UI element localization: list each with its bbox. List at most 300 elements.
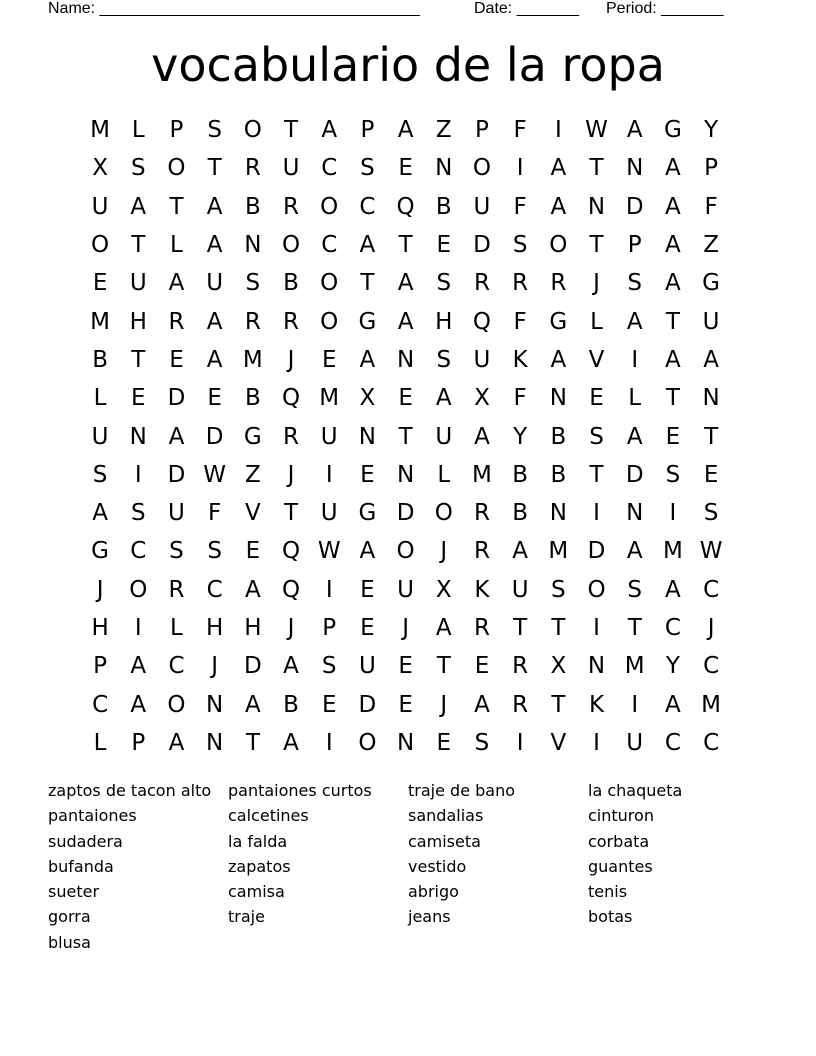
grid-letter[interactable]: A	[206, 193, 223, 220]
grid-letter[interactable]: S	[703, 500, 719, 527]
grid-letter[interactable]: U	[168, 500, 185, 527]
grid-letter[interactable]: A	[168, 729, 185, 756]
grid-letter[interactable]: D	[243, 653, 262, 680]
grid-letter[interactable]: E	[474, 653, 490, 680]
grid-letter[interactable]: U	[282, 155, 300, 182]
grid-letter[interactable]: O	[167, 155, 186, 182]
grid-letter[interactable]: E	[360, 576, 375, 603]
grid-letter[interactable]: J	[287, 615, 295, 641]
grid-letter[interactable]: H	[206, 615, 224, 641]
grid-letter[interactable]: E	[207, 385, 222, 412]
grid-letter[interactable]: N	[587, 193, 606, 220]
grid-letter[interactable]: H	[435, 308, 453, 335]
grid-letter[interactable]: G	[663, 117, 682, 144]
grid-letter[interactable]: T	[398, 423, 413, 450]
grid-letter[interactable]: C	[168, 653, 185, 680]
grid-letter[interactable]: A	[665, 155, 681, 182]
grid-letter[interactable]: A	[626, 117, 643, 144]
grid-letter[interactable]: R	[473, 538, 490, 565]
grid-letter[interactable]: Y	[513, 423, 528, 450]
grid-letter[interactable]: G	[702, 270, 720, 297]
grid-letter[interactable]: T	[436, 653, 451, 680]
grid-letter[interactable]: Q	[281, 576, 301, 603]
grid-letter[interactable]: N	[626, 500, 644, 527]
grid-letter[interactable]: G	[358, 500, 377, 527]
grid-letter[interactable]: B	[435, 193, 452, 220]
grid-letter[interactable]: S	[130, 155, 146, 182]
name-field[interactable]: Name: ____________________________________	[48, 0, 420, 17]
grid-letter[interactable]: W	[699, 538, 723, 565]
grid-letter[interactable]: M	[90, 308, 111, 335]
grid-letter[interactable]: M	[662, 538, 683, 565]
grid-letter[interactable]: S	[436, 270, 452, 297]
grid-letter[interactable]: A	[283, 729, 299, 756]
grid-letter[interactable]: X	[435, 576, 452, 603]
grid-letter[interactable]: E	[321, 691, 337, 718]
grid-letter[interactable]: X	[550, 653, 567, 680]
grid-letter[interactable]: O	[396, 538, 415, 565]
grid-letter[interactable]: A	[665, 232, 681, 259]
grid-letter[interactable]: S	[321, 653, 337, 680]
grid-letter[interactable]: P	[360, 117, 375, 144]
grid-letter[interactable]: C	[130, 538, 147, 565]
grid-letter[interactable]: C	[206, 576, 223, 603]
grid-letter[interactable]: A	[435, 385, 452, 412]
grid-letter[interactable]: D	[587, 538, 606, 565]
grid-letter[interactable]: O	[472, 155, 492, 182]
grid-letter[interactable]: A	[665, 691, 681, 718]
grid-letter[interactable]: I	[325, 461, 333, 488]
grid-letter[interactable]: A	[206, 346, 223, 373]
grid-letter[interactable]: S	[665, 461, 681, 488]
grid-letter[interactable]: O	[167, 691, 186, 718]
grid-letter[interactable]: M	[90, 117, 111, 144]
date-field[interactable]: Date: _______	[474, 0, 579, 17]
grid-letter[interactable]: A	[397, 117, 414, 144]
grid-letter[interactable]: F	[513, 117, 527, 144]
grid-letter[interactable]: C	[703, 576, 720, 603]
grid-letter[interactable]: O	[91, 232, 110, 259]
grid-letter[interactable]: D	[625, 461, 644, 488]
grid-letter[interactable]: L	[437, 461, 451, 488]
grid-letter[interactable]: E	[436, 729, 452, 756]
grid-letter[interactable]: Z	[244, 461, 261, 488]
grid-letter[interactable]: R	[168, 576, 185, 603]
grid-letter[interactable]: E	[398, 155, 413, 182]
grid-letter[interactable]: F	[704, 193, 718, 220]
grid-letter[interactable]: I	[325, 576, 333, 603]
grid-letter[interactable]: P	[475, 117, 489, 144]
grid-letter[interactable]: T	[704, 423, 719, 450]
grid-letter[interactable]: N	[396, 729, 415, 756]
grid-letter[interactable]: M	[624, 653, 645, 680]
word-list-item: cinturon	[588, 806, 654, 826]
grid-letter[interactable]: A	[626, 308, 643, 335]
grid-letter[interactable]: A	[359, 346, 376, 373]
grid-letter[interactable]: E	[703, 461, 719, 488]
grid-letter[interactable]: U	[91, 193, 109, 220]
grid-letter[interactable]: J	[402, 615, 409, 641]
grid-letter[interactable]: C	[703, 729, 720, 756]
grid-letter[interactable]: T	[284, 500, 299, 527]
grid-letter[interactable]: I	[593, 615, 600, 641]
grid-letter[interactable]: N	[396, 346, 415, 373]
grid-letter[interactable]: O	[320, 193, 339, 220]
grid-letter[interactable]: L	[93, 729, 107, 756]
grid-letter[interactable]: U	[91, 423, 109, 450]
grid-letter[interactable]: Z	[435, 117, 452, 144]
grid-letter[interactable]: J	[287, 461, 295, 488]
grid-letter[interactable]: O	[281, 232, 301, 259]
grid-letter[interactable]: A	[244, 691, 261, 718]
period-field[interactable]: Period: _______	[606, 0, 724, 17]
grid-letter[interactable]: R	[283, 193, 300, 220]
grid-letter[interactable]: E	[321, 346, 337, 373]
grid-letter[interactable]: T	[551, 691, 566, 718]
grid-letter[interactable]: O	[549, 232, 568, 259]
grid-letter[interactable]: N	[626, 155, 644, 182]
grid-letter[interactable]: U	[320, 423, 338, 450]
grid-letter[interactable]: I	[669, 500, 677, 527]
grid-letter[interactable]: T	[131, 346, 146, 373]
grid-letter[interactable]: L	[590, 308, 603, 335]
grid-letter[interactable]: Y	[665, 653, 680, 680]
page-title: vocabulario de la ropa	[151, 38, 665, 92]
grid-letter[interactable]: L	[170, 615, 183, 641]
grid-letter[interactable]: S	[130, 500, 146, 527]
grid-letter[interactable]: P	[131, 729, 146, 756]
grid-letter[interactable]: K	[512, 346, 528, 373]
grid-letter[interactable]: J	[440, 538, 448, 565]
grid-letter[interactable]: I	[516, 729, 524, 756]
grid-letter[interactable]: G	[358, 308, 377, 335]
grid-letter[interactable]: A	[321, 117, 338, 144]
grid-letter[interactable]: O	[243, 117, 262, 144]
grid-letter[interactable]: U	[129, 270, 147, 297]
grid-letter[interactable]: S	[245, 270, 261, 297]
grid-letter[interactable]: T	[589, 155, 604, 182]
grid-letter[interactable]: S	[169, 538, 184, 565]
grid-letter[interactable]: Q	[396, 193, 415, 220]
grid-letter[interactable]: B	[92, 346, 108, 373]
grid-letter[interactable]: B	[512, 461, 529, 488]
word-list-item: abrigo	[408, 882, 459, 902]
grid-letter[interactable]: D	[358, 691, 377, 718]
grid-letter[interactable]: C	[321, 155, 338, 182]
grid-letter[interactable]: U	[358, 653, 376, 680]
grid-letter[interactable]: P	[704, 155, 719, 182]
grid-letter[interactable]: W	[317, 538, 341, 565]
grid-letter[interactable]: Q	[281, 538, 301, 565]
grid-letter[interactable]: W	[585, 117, 608, 144]
grid-letter[interactable]: G	[549, 308, 568, 335]
grid-letter[interactable]: A	[665, 270, 681, 297]
grid-letter[interactable]: P	[627, 232, 642, 259]
grid-letter[interactable]: N	[702, 385, 720, 412]
grid-letter[interactable]: E	[398, 385, 413, 412]
letter-grid	[81, 111, 730, 762]
grid-letter[interactable]: F	[513, 308, 527, 335]
grid-letter[interactable]: V	[244, 500, 261, 527]
grid-letter[interactable]: N	[549, 500, 567, 527]
grid-letter[interactable]: B	[244, 193, 261, 220]
grid-letter[interactable]: N	[587, 653, 606, 680]
grid-letter[interactable]: U	[473, 346, 491, 373]
grid-letter[interactable]: T	[665, 308, 680, 335]
grid-letter[interactable]: E	[665, 423, 681, 450]
grid-letter[interactable]: O	[434, 500, 453, 527]
grid-letter[interactable]: A	[168, 423, 185, 450]
grid-letter[interactable]: E	[245, 538, 261, 565]
grid-letter[interactable]: X	[359, 385, 376, 412]
grid-letter[interactable]: P	[169, 117, 184, 144]
grid-letter[interactable]: H	[244, 615, 262, 641]
grid-letter[interactable]: S	[512, 232, 528, 259]
grid-letter[interactable]: S	[474, 729, 490, 756]
grid-letter[interactable]: M	[242, 346, 263, 373]
grid-letter[interactable]: T	[665, 385, 680, 412]
grid-letter[interactable]: L	[170, 232, 183, 259]
grid-letter[interactable]: E	[398, 653, 413, 680]
grid-letter[interactable]: C	[321, 232, 338, 259]
grid-letter[interactable]: A	[512, 538, 529, 565]
grid-letter[interactable]: R	[550, 270, 567, 297]
grid-letter[interactable]: B	[283, 691, 299, 718]
grid-letter[interactable]: D	[396, 500, 415, 527]
grid-letter[interactable]: U	[626, 729, 644, 756]
grid-letter[interactable]: R	[512, 691, 529, 718]
grid-letter[interactable]: C	[664, 615, 681, 641]
grid-letter[interactable]: B	[550, 461, 567, 488]
word-list-item: pantaiones curtos	[228, 781, 372, 800]
grid-letter[interactable]: C	[703, 653, 720, 680]
grid-letter[interactable]: R	[244, 308, 261, 335]
grid-letter[interactable]: H	[129, 308, 147, 335]
grid-letter[interactable]: Q	[472, 308, 492, 335]
word-list-item: botas	[588, 907, 633, 927]
grid-letter[interactable]: U	[206, 270, 224, 297]
grid-letter[interactable]: R	[512, 270, 529, 297]
grid-letter[interactable]: E	[436, 232, 452, 259]
grid-letter[interactable]: Q	[281, 385, 301, 412]
grid-letter[interactable]: P	[322, 615, 337, 641]
grid-letter[interactable]: K	[588, 691, 605, 718]
grid-letter[interactable]: S	[589, 423, 604, 450]
grid-letter[interactable]: F	[208, 500, 222, 527]
grid-letter[interactable]: C	[664, 729, 681, 756]
grid-letter[interactable]: Z	[703, 232, 719, 259]
grid-letter[interactable]: I	[631, 346, 639, 373]
grid-letter[interactable]: N	[206, 729, 224, 756]
grid-letter[interactable]: E	[169, 346, 184, 373]
grid-letter[interactable]: F	[513, 385, 527, 412]
grid-letter[interactable]: T	[245, 729, 260, 756]
grid-letter[interactable]: T	[551, 615, 566, 641]
grid-letter[interactable]: A	[474, 691, 490, 718]
grid-letter[interactable]: A	[626, 538, 643, 565]
grid-letter[interactable]: J	[440, 691, 448, 718]
grid-letter[interactable]: U	[435, 423, 453, 450]
grid-letter[interactable]: R	[283, 308, 300, 335]
grid-letter[interactable]: A	[550, 155, 567, 182]
grid-letter[interactable]: R	[473, 615, 490, 641]
grid-letter[interactable]: T	[360, 270, 375, 297]
grid-letter[interactable]: O	[129, 576, 148, 603]
grid-letter[interactable]: X	[474, 385, 490, 412]
grid-letter[interactable]: E	[360, 461, 375, 488]
grid-letter[interactable]: T	[131, 232, 146, 259]
grid-letter[interactable]: R	[283, 423, 300, 450]
grid-letter[interactable]: M	[701, 691, 722, 718]
word-list-item: traje de bano	[408, 781, 516, 800]
grid-letter[interactable]: A	[168, 270, 185, 297]
grid-letter[interactable]: J	[96, 576, 104, 603]
grid-letter[interactable]: A	[92, 500, 108, 527]
grid-letter[interactable]: J	[287, 346, 295, 373]
word-list-item: blusa	[48, 932, 91, 952]
grid-letter[interactable]: A	[665, 576, 681, 603]
grid-letter[interactable]: A	[550, 346, 567, 373]
grid-letter[interactable]: A	[130, 691, 147, 718]
grid-letter[interactable]: E	[398, 691, 413, 718]
grid-letter[interactable]: M	[548, 538, 569, 565]
grid-letter[interactable]: I	[593, 500, 600, 527]
grid-letter[interactable]: B	[512, 500, 529, 527]
grid-letter[interactable]: A	[703, 346, 719, 373]
grid-letter[interactable]: K	[474, 576, 490, 603]
grid-letter[interactable]: T	[589, 232, 604, 259]
grid-letter[interactable]: U	[473, 193, 491, 220]
grid-letter[interactable]: H	[91, 615, 109, 641]
grid-letter[interactable]: U	[511, 576, 529, 603]
grid-letter[interactable]: I	[631, 691, 639, 718]
grid-letter[interactable]: R	[512, 653, 529, 680]
grid-letter[interactable]: F	[513, 193, 527, 220]
grid-letter[interactable]: N	[206, 691, 224, 718]
grid-letter[interactable]: T	[398, 232, 413, 259]
grid-letter[interactable]: S	[92, 461, 108, 488]
grid-letter[interactable]: A	[206, 308, 223, 335]
grid-letter[interactable]: A	[397, 270, 414, 297]
grid-letter[interactable]: A	[397, 308, 414, 335]
grid-letter[interactable]: O	[320, 270, 339, 297]
grid-letter[interactable]: L	[93, 385, 107, 412]
grid-letter[interactable]: A	[130, 193, 147, 220]
grid-letter[interactable]: L	[628, 385, 642, 412]
grid-letter[interactable]: A	[206, 232, 223, 259]
grid-letter[interactable]: B	[283, 270, 299, 297]
grid-letter[interactable]: S	[436, 346, 452, 373]
grid-letter[interactable]: N	[244, 232, 262, 259]
grid-letter[interactable]: T	[169, 193, 184, 220]
grid-letter[interactable]: V	[550, 729, 567, 756]
grid-letter[interactable]: D	[167, 461, 186, 488]
grid-letter[interactable]: M	[319, 385, 340, 412]
grid-letter[interactable]: I	[325, 729, 333, 756]
grid-letter[interactable]: T	[589, 461, 604, 488]
grid-letter[interactable]: E	[131, 385, 146, 412]
grid-letter[interactable]: A	[283, 653, 299, 680]
grid-letter[interactable]: A	[359, 232, 376, 259]
grid-letter[interactable]: D	[625, 193, 644, 220]
grid-letter[interactable]: J	[707, 615, 715, 641]
grid-letter[interactable]: W	[203, 461, 227, 488]
grid-letter[interactable]: R	[244, 155, 261, 182]
grid-letter[interactable]: A	[550, 193, 567, 220]
grid-letter[interactable]: G	[91, 538, 109, 565]
grid-letter[interactable]: J	[211, 653, 219, 680]
grid-letter[interactable]: S	[551, 576, 566, 603]
grid-letter[interactable]: N	[396, 461, 415, 488]
grid-letter[interactable]: O	[358, 729, 377, 756]
grid-letter[interactable]: O	[587, 576, 606, 603]
grid-letter[interactable]: A	[665, 346, 681, 373]
grid-letter[interactable]: S	[207, 538, 222, 565]
grid-letter[interactable]: G	[243, 423, 262, 450]
grid-letter[interactable]: R	[168, 308, 185, 335]
grid-letter[interactable]: A	[665, 193, 681, 220]
grid-letter[interactable]: A	[244, 576, 261, 603]
grid-letter[interactable]: S	[627, 270, 643, 297]
grid-letter[interactable]: X	[92, 155, 108, 182]
grid-letter[interactable]: A	[359, 538, 376, 565]
grid-letter[interactable]: R	[473, 270, 490, 297]
grid-letter[interactable]: D	[167, 385, 186, 412]
grid-letter[interactable]: T	[284, 117, 299, 144]
grid-letter[interactable]: P	[93, 653, 108, 680]
grid-letter[interactable]: S	[207, 117, 222, 144]
grid-letter[interactable]: U	[702, 308, 720, 335]
grid-letter[interactable]: C	[359, 193, 376, 220]
grid-letter[interactable]: S	[360, 155, 375, 182]
grid-letter[interactable]: L	[131, 117, 145, 144]
grid-letter[interactable]: A	[626, 423, 643, 450]
grid-letter[interactable]: B	[244, 385, 261, 412]
grid-letter[interactable]: I	[593, 729, 600, 756]
grid-letter[interactable]: I	[516, 155, 524, 182]
grid-letter[interactable]: E	[589, 385, 604, 412]
grid-letter[interactable]: V	[588, 346, 605, 373]
grid-letter[interactable]: O	[320, 308, 339, 335]
grid-letter[interactable]: E	[360, 615, 375, 641]
grid-letter[interactable]: N	[549, 385, 567, 412]
grid-letter[interactable]: I	[554, 117, 562, 144]
grid-letter[interactable]: N	[129, 423, 147, 450]
grid-letter[interactable]: T	[207, 155, 222, 182]
grid-letter[interactable]: I	[134, 615, 142, 641]
grid-letter[interactable]: E	[92, 270, 108, 297]
grid-letter[interactable]: R	[473, 500, 490, 527]
grid-letter[interactable]: S	[627, 576, 643, 603]
grid-letter[interactable]: A	[474, 423, 490, 450]
grid-letter[interactable]: C	[92, 691, 109, 718]
grid-letter[interactable]: D	[473, 232, 491, 259]
grid-letter[interactable]: M	[472, 461, 492, 488]
grid-letter[interactable]: N	[358, 423, 377, 450]
grid-letter[interactable]: A	[435, 615, 452, 641]
grid-letter[interactable]: A	[130, 653, 147, 680]
grid-letter[interactable]: N	[435, 155, 453, 182]
grid-letter[interactable]: U	[320, 500, 338, 527]
grid-letter[interactable]: U	[397, 576, 415, 603]
grid-letter[interactable]: T	[513, 615, 528, 641]
grid-letter[interactable]: T	[627, 615, 642, 641]
grid-letter[interactable]: I	[134, 461, 142, 488]
grid-letter[interactable]: J	[593, 270, 600, 297]
grid-letter[interactable]: Y	[704, 117, 719, 144]
grid-letter[interactable]: D	[205, 423, 224, 450]
grid-letter[interactable]: B	[550, 423, 567, 450]
